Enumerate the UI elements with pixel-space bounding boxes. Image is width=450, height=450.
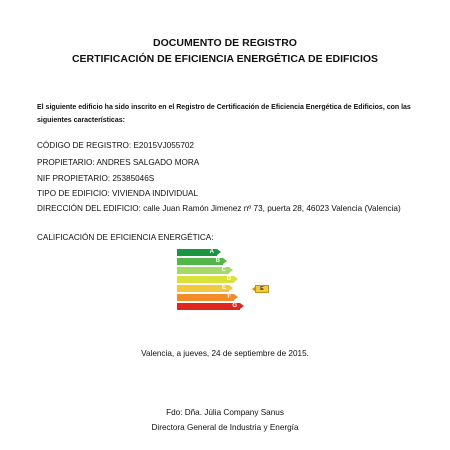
document-title: DOCUMENTO DE REGISTRO: [153, 37, 297, 49]
registry-code: CÓDIGO DE REGISTRO: E2015VJ055702: [37, 141, 194, 150]
intro-paragraph: El siguiente edificio ha sido inscrito en el Registro de Certificación de Eficiencia Energética de Edificios, con las siguientes características:: [37, 104, 411, 124]
signatory-name: Fdo: Dña. Júlia Company Sanus: [166, 408, 284, 417]
document-subtitle: CERTIFICACIÓN DE EFICIENCIA ENERGÉTICA DE EDIFICIOS: [71, 53, 379, 65]
rating-label: CALIFICACIÓN DE EFICIENCIA ENERGÉTICA:: [37, 233, 214, 242]
energy-rating-scale: [177, 249, 277, 315]
issue-date: Valencia, a jueves, 24 de septiembre de 2015.: [141, 349, 309, 358]
rating-bar-e: E: [177, 285, 229, 292]
signatory-title: Directora General de Industria y Energía: [151, 423, 299, 432]
owner-name: PROPIETARIO: ANDRES SALGADO MORA: [37, 158, 200, 167]
building-address: DIRECCIÓN DEL EDIFICIO: calle Juan Ramón Jimenez nº 73, puerta 28, 46023 Valencia (Valencia): [37, 204, 401, 213]
rating-bar-a: A: [177, 249, 217, 256]
building-type: TIPO DE EDIFICIO: VIVIENDA INDIVIDUAL: [37, 189, 199, 198]
rating-bar-c: C: [177, 267, 229, 274]
owner-nif: NIF PROPIETARIO: 25385046S: [37, 174, 155, 183]
rating-bar-d: D: [177, 276, 234, 283]
rating-bar-g: G: [177, 303, 240, 310]
rating-pointer: E: [255, 285, 269, 293]
rating-bar-f: F: [177, 294, 234, 301]
rating-bar-b: B: [177, 258, 223, 265]
